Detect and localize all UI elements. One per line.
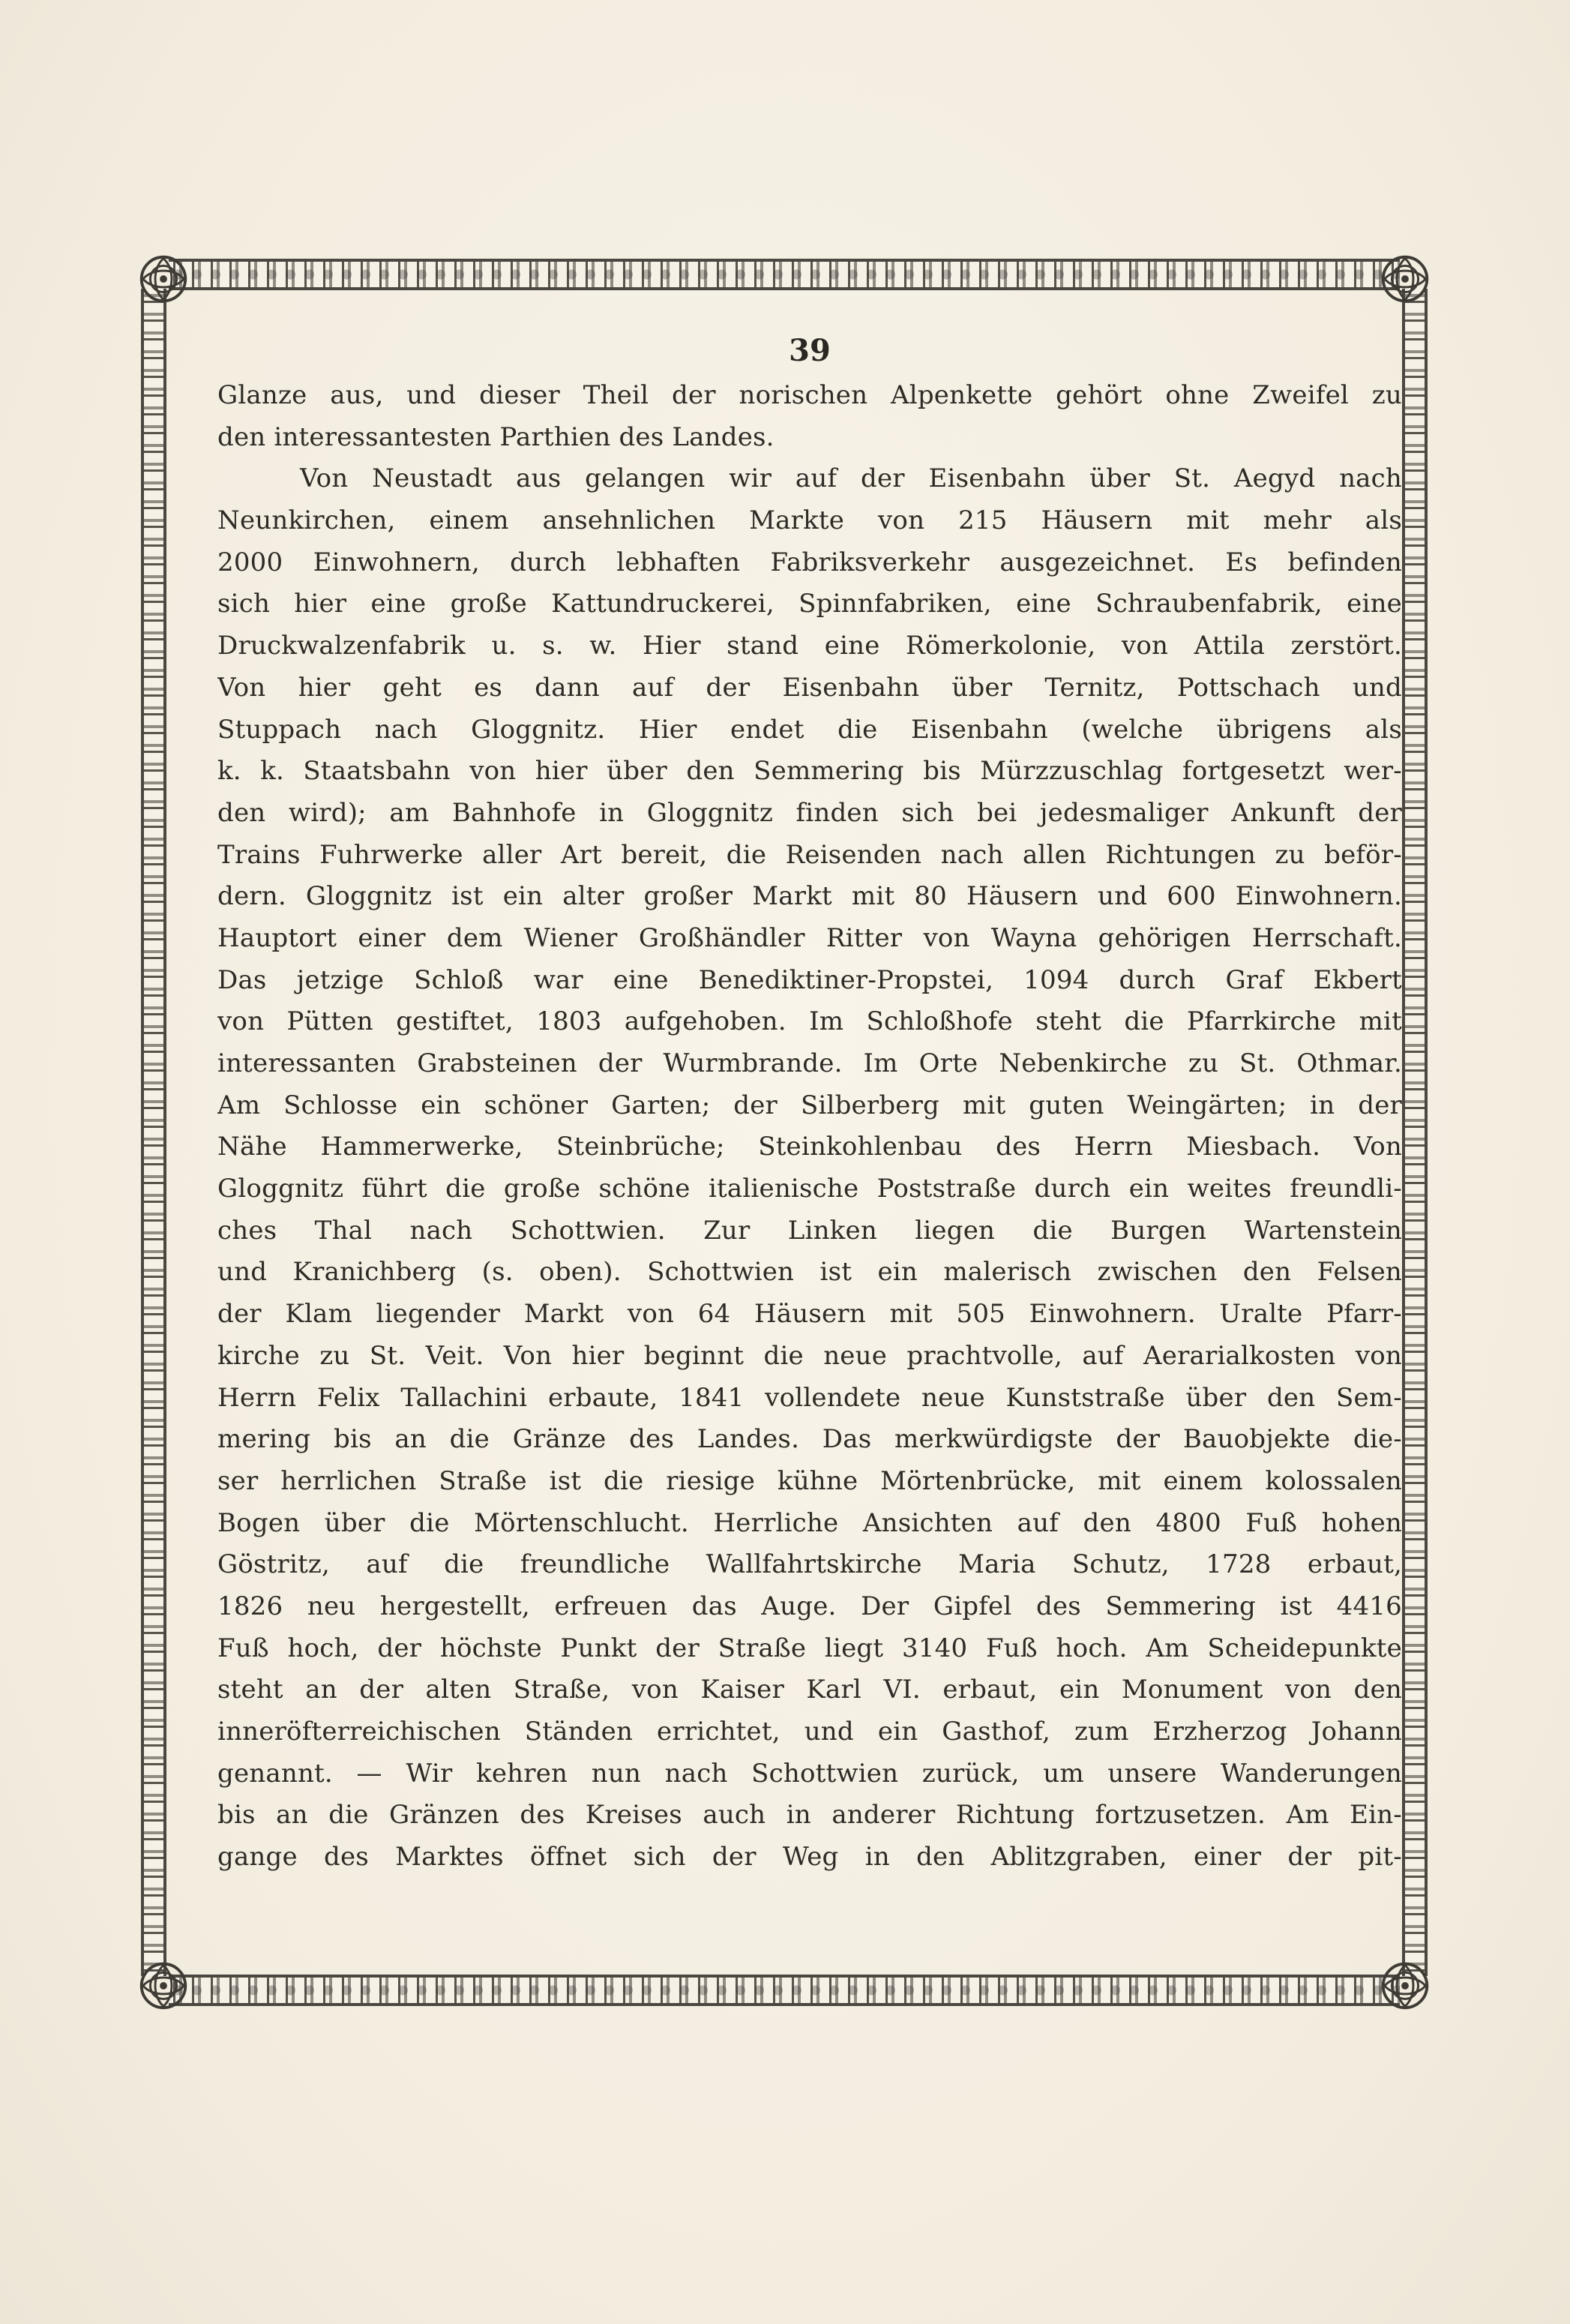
text-line: Von hier geht es dann auf der Eisenbahn über Ternitz, Pottschach und	[217, 672, 1402, 703]
text-line: sich hier eine große Kattundruckerei, Spinnfabriken, eine Schraubenfabrik, eine	[217, 589, 1402, 619]
text-line: Herrn Felix Tallachini erbaute, 1841 vollendete neue Kunststraße über den Sem-	[217, 1382, 1402, 1413]
text-line: Nähe Hammerwerke, Steinbrüche; Steinkohlenbau des Herrn Miesbach. Von	[217, 1132, 1402, 1162]
text-line: der Klam liegender Markt von 64 Häusern mit 505 Einwohnern. Uralte Pfarr-	[217, 1299, 1402, 1330]
text-line: dern. Gloggnitz ist ein alter großer Markt mit 80 Häusern und 600 Einwohnern.	[217, 881, 1402, 912]
text-line: und Kranichberg (s. oben). Schottwien ist ein malerisch zwischen den Felsen	[217, 1257, 1402, 1288]
page-content	[217, 330, 1406, 1980]
text-line: Hauptort einer dem Wiener Großhändler Ritter von Wayna gehörigen Herrschaft.	[217, 922, 1402, 953]
frame-right-border	[1402, 289, 1428, 1976]
corner-ornament-icon	[134, 250, 193, 308]
text-line: Trains Fuhrwerke aller Art bereit, die Reisenden nach allen Richtungen zu beför-	[217, 839, 1402, 870]
text-line: mering bis an die Gränze des Landes. Das merkwürdigste der Bauobjekte die-	[217, 1424, 1402, 1455]
text-line: Göstritz, auf die freundliche Wallfahrtskirche Maria Schutz, 1728 erbaut,	[217, 1549, 1402, 1580]
corner-ornament-icon	[134, 1957, 193, 2015]
text-line: 1826 neu hergestellt, erfreuen das Auge. Der Gipfel des Semmering ist 4416	[217, 1591, 1402, 1621]
text-line: genannt. — Wir kehren nun nach Schottwien zurück, um unsere Wanderungen	[217, 1758, 1402, 1789]
text-line: ches Thal nach Schottwien. Zur Linken liegen die Burgen Wartenstein	[217, 1215, 1402, 1246]
text-line: inneröfterreichischen Ständen errichtet, und ein Gasthof, zum Erzherzog Johann	[217, 1717, 1402, 1747]
text-line: Gloggnitz führt die große schöne italienische Poststraße durch ein weites freundli-	[217, 1174, 1402, 1204]
text-line: den interessantesten Parthien des Landes.	[217, 421, 775, 452]
text-line: interessanten Grabsteinen der Wurmbrande. Im Orte Nebenkirche zu St. Othmar.	[217, 1048, 1402, 1078]
text-line: Bogen über die Mörtenschlucht. Herrliche Ansichten auf den 4800 Fuß hohen	[217, 1507, 1402, 1538]
text-line: k. k. Staatsbahn von hier über den Semmering bis Mürzzuschlag fortgesetzt wer-	[217, 756, 1402, 787]
text-line: bis an die Gränzen des Kreises auch in anderer Richtung fortzusetzen. Am Ein-	[217, 1800, 1402, 1831]
page-number: 39	[789, 333, 831, 368]
text-line: den wird); am Bahnhofe in Gloggnitz finden sich bei jedesmaliger Ankunft der	[217, 797, 1402, 828]
text-line: Am Schlosse ein schöner Garten; der Silberberg mit guten Weingärten; in der	[217, 1090, 1402, 1120]
text-line: Stuppach nach Gloggnitz. Hier endet die Eisenbahn (welche übrigens als	[217, 714, 1402, 745]
body-text	[217, 375, 1406, 1879]
text-line: Das jetzige Schloß war eine Benediktiner-Propstei, 1094 durch Graf Ekbert	[217, 964, 1402, 995]
text-line: Von Neustadt aus gelangen wir auf der Eisenbahn über St. Aegyd nach	[300, 463, 1402, 494]
text-line: steht an der alten Straße, von Kaiser Karl VI. erbaut, ein Monument von den	[217, 1675, 1402, 1705]
frame-left-border	[141, 289, 166, 1976]
text-line: Druckwalzenfabrik u. s. w. Hier stand eine Römerkolonie, von Attila zerstört.	[217, 631, 1402, 661]
text-line: von Pütten gestiftet, 1803 aufgehoben. Im Schloßhofe steht die Pfarrkirche mit	[217, 1006, 1402, 1037]
text-line: 2000 Einwohnern, durch lebhaften Fabriksverkehr ausgezeichnet. Es befinden	[217, 547, 1402, 577]
text-line: Fuß hoch, der höchste Punkt der Straße liegt 3140 Fuß hoch. Am Scheidepunkte	[217, 1633, 1402, 1663]
text-line: kirche zu St. Veit. Von hier beginnt die neue prachtvolle, auf Aerarialkosten von	[217, 1340, 1402, 1371]
text-line: Glanze aus, und dieser Theil der norischen Alpenkette gehört ohne Zweifel zu	[217, 380, 1402, 410]
corner-ornament-icon	[1376, 250, 1434, 308]
frame-top-border	[169, 259, 1400, 290]
text-line: Neunkirchen, einem ansehnlichen Markte von 215 Häusern mit mehr als	[217, 505, 1402, 536]
text-line: ser herrlichen Straße ist die riesige kühne Mörtenbrücke, mit einem kolossalen	[217, 1465, 1402, 1496]
text-line: gange des Marktes öffnet sich der Weg in den Ablitzgraben, einer der pit-	[217, 1842, 1402, 1873]
